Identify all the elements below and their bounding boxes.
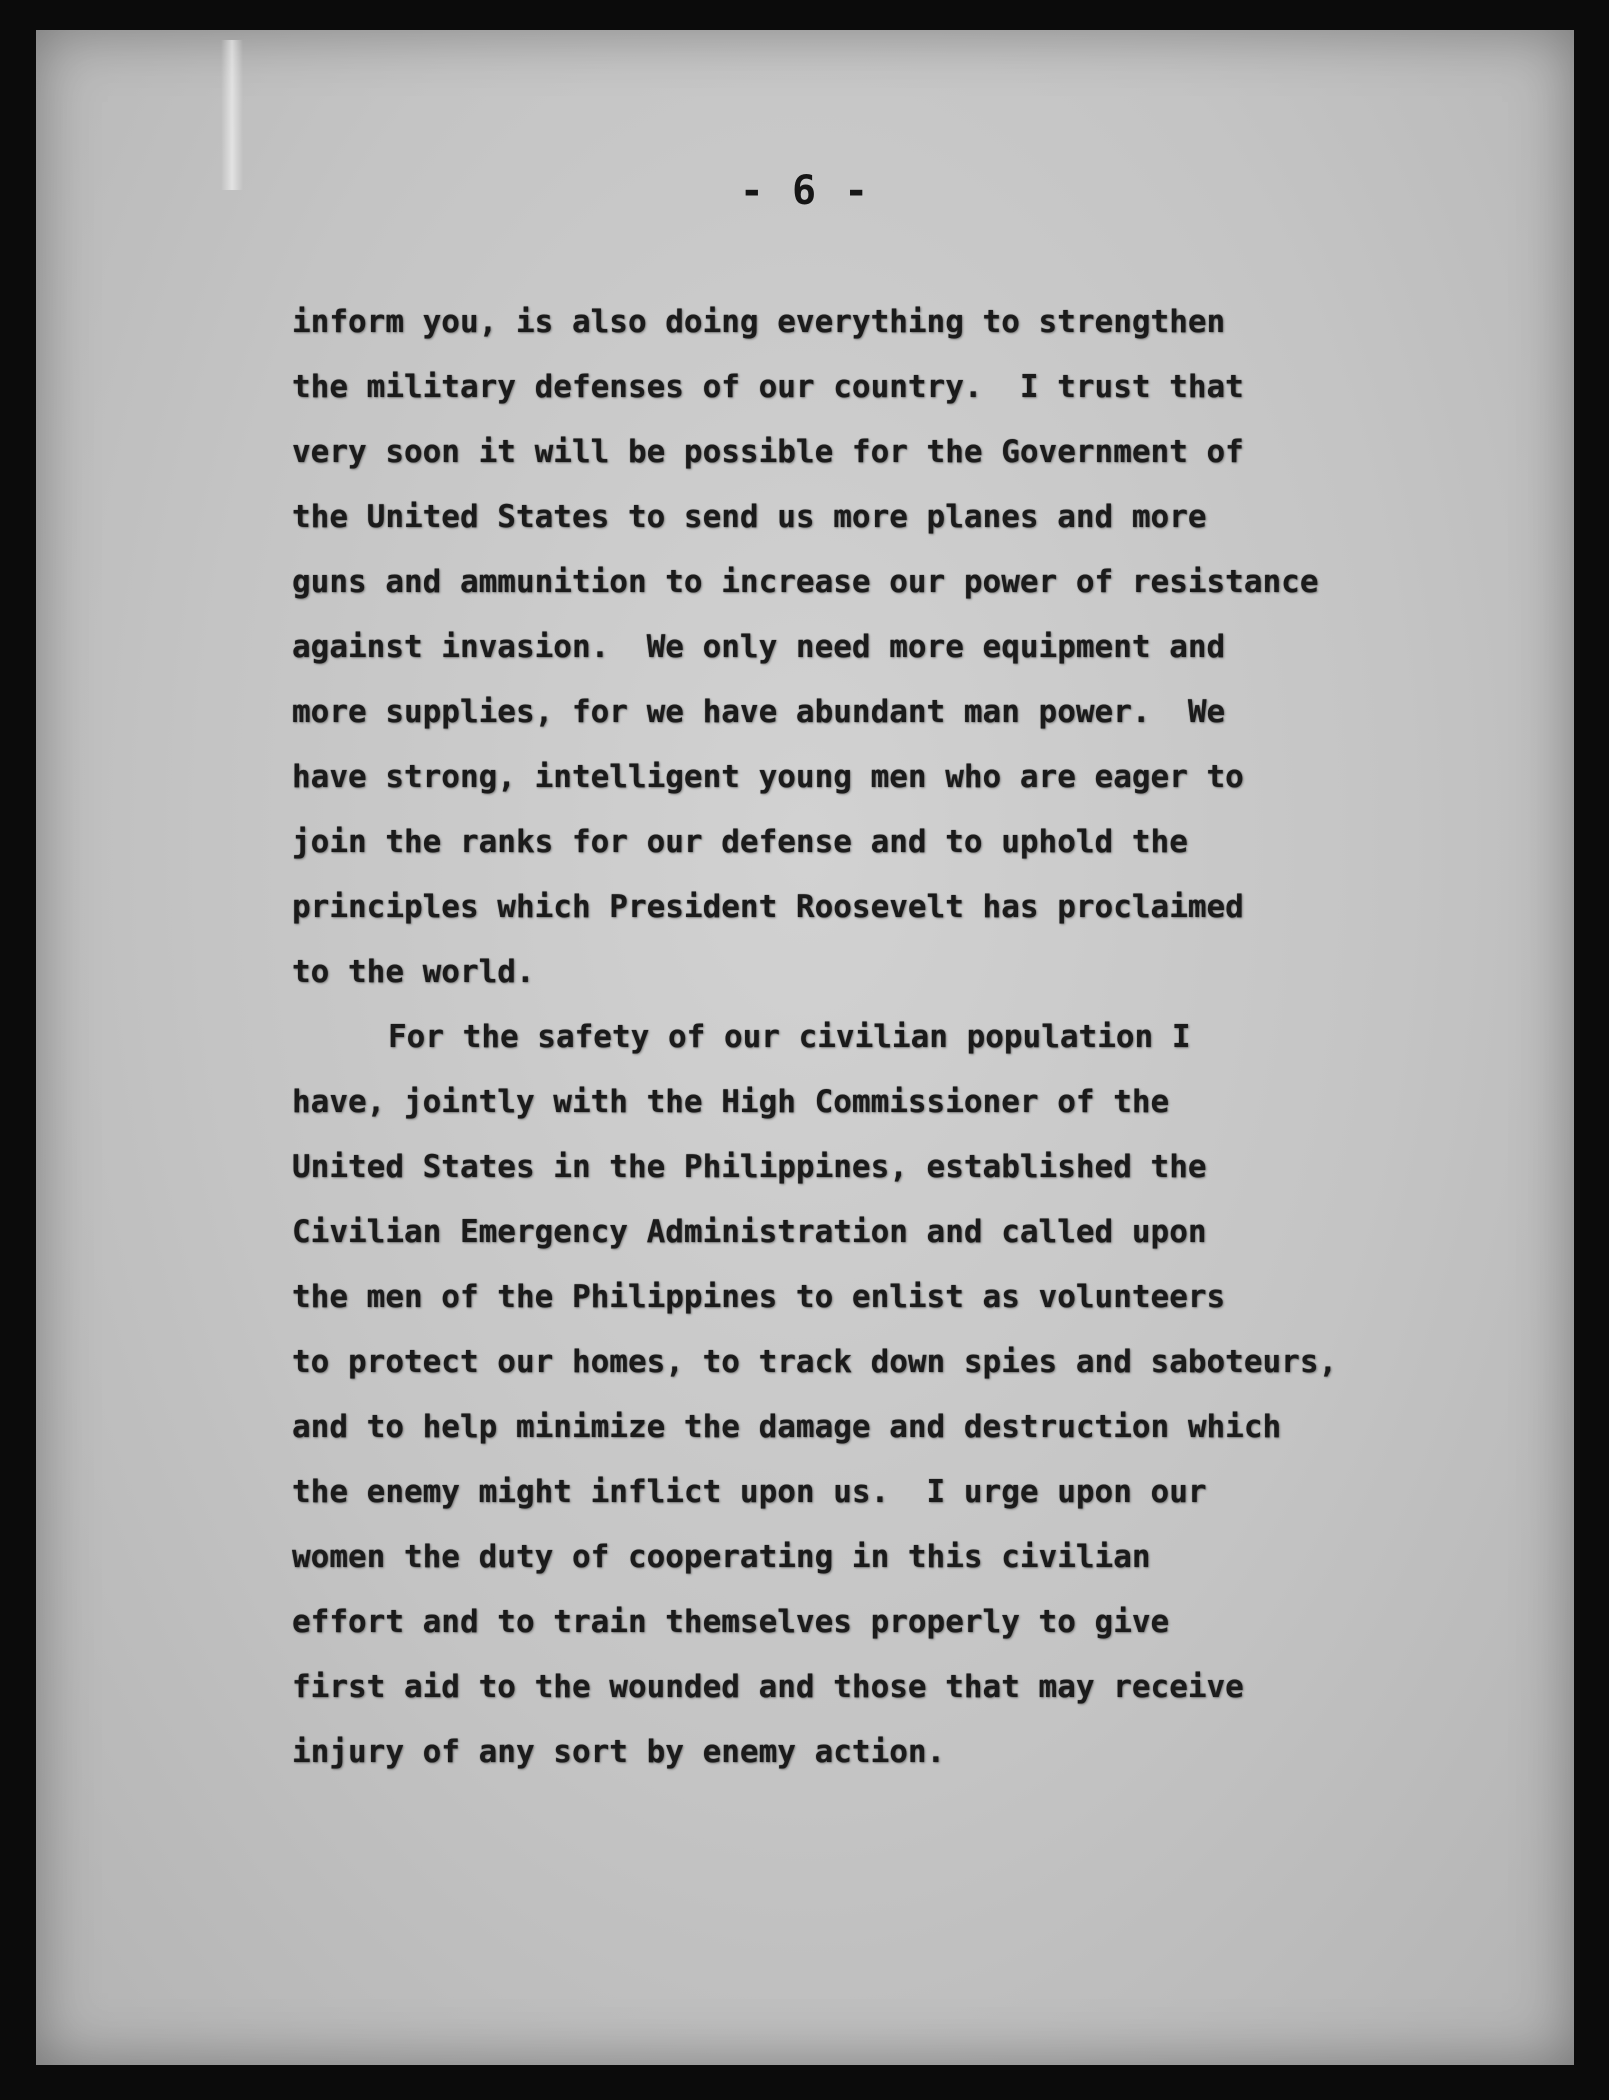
text-line: injury of any sort by enemy action. <box>292 1734 946 1770</box>
text-line: principles which President Roosevelt has proclaimed <box>292 889 1244 925</box>
text-line: first aid to the wounded and those that may receive <box>292 1669 1244 1705</box>
paragraph-1 <box>292 290 1442 1005</box>
text-line: against invasion. We only need more equipment and <box>292 629 1226 665</box>
text-line: For the safety of our civilian population I <box>388 1019 1191 1055</box>
text-line: United States in the Philippines, established the <box>292 1149 1207 1185</box>
text-line: the military defenses of our country. I trust that <box>292 369 1244 405</box>
text-line: the United States to send us more planes and more <box>292 499 1207 535</box>
text-line: to protect our homes, to track down spies and saboteurs, <box>292 1344 1338 1380</box>
text-line: very soon it will be possible for the Government of <box>292 434 1244 470</box>
text-line: have strong, intelligent young men who are eager to <box>292 759 1244 795</box>
text-line: inform you, is also doing everything to strengthen <box>292 304 1226 340</box>
text-line: women the duty of cooperating in this civilian <box>292 1539 1151 1575</box>
text-line: Civilian Emergency Administration and called upon <box>292 1214 1207 1250</box>
text-line: join the ranks for our defense and to uphold the <box>292 824 1188 860</box>
text-line: the enemy might inflict upon us. I urge upon our <box>292 1474 1207 1510</box>
text-line: more supplies, for we have abundant man power. We <box>292 694 1226 730</box>
paragraph-2 <box>292 1005 1442 1785</box>
text-line: to the world. <box>292 954 535 990</box>
text-line: have, jointly with the High Commissioner of the <box>292 1084 1170 1120</box>
page-number: - 6 - <box>739 168 871 214</box>
text-line: effort and to train themselves properly to give <box>292 1604 1170 1640</box>
text-line: guns and ammunition to increase our power of resistance <box>292 564 1319 600</box>
text-line: the men of the Philippines to enlist as volunteers <box>292 1279 1226 1315</box>
text-line: and to help minimize the damage and destruction which <box>292 1409 1282 1445</box>
body-text <box>292 290 1442 1785</box>
